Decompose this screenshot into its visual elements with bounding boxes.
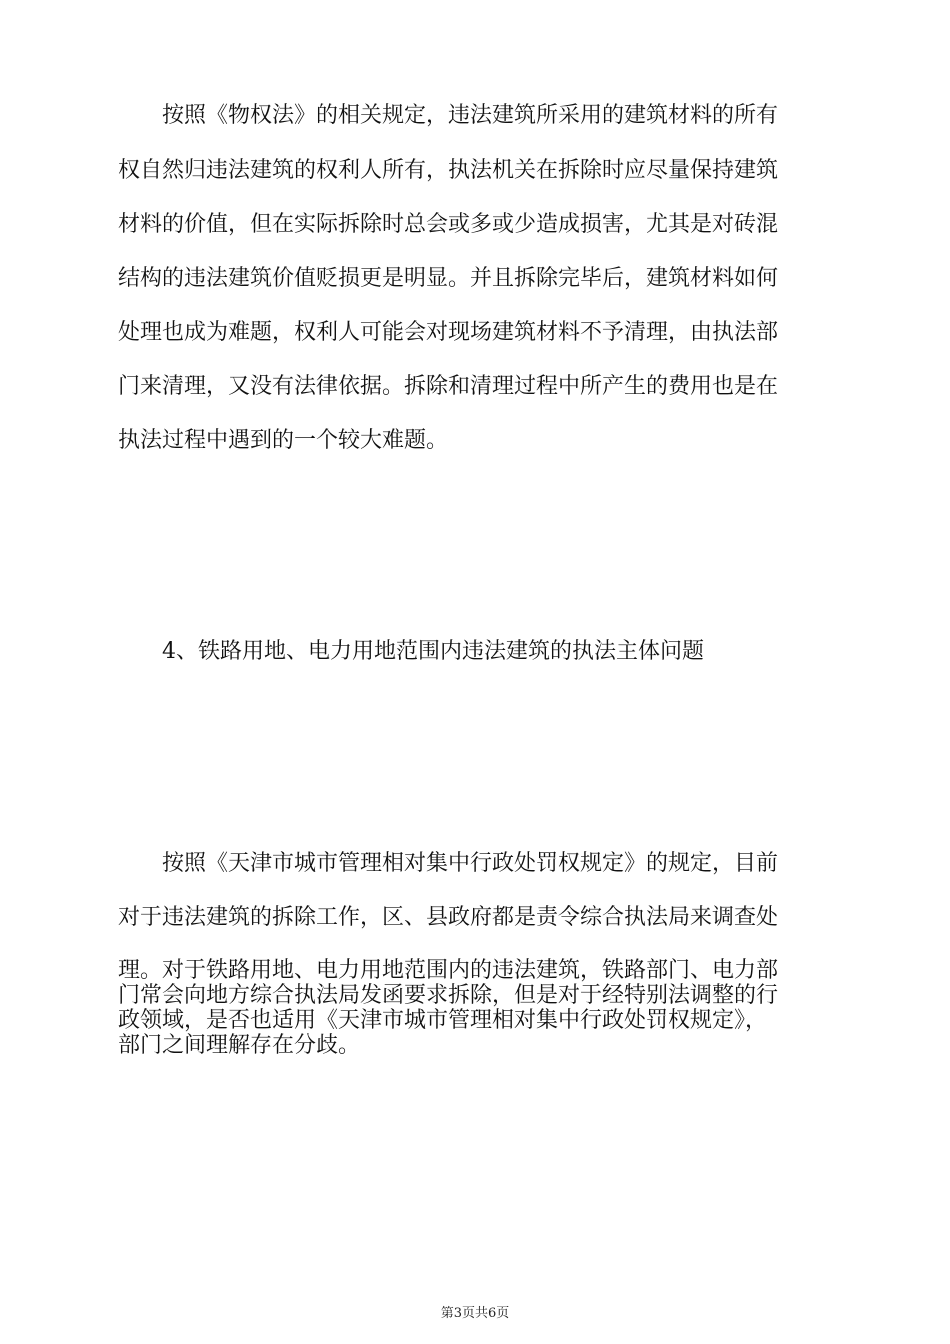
- paragraph-2-line-3: 理。对于铁路用地、电力用地范围内的违法建筑，铁路部门、电力部: [118, 958, 779, 983]
- paragraph-2-line-4: 门常会向地方综合执法局发函要求拆除，但是对于经特别法调整的行: [118, 983, 779, 1008]
- paragraph-2-line-2: 对于违法建筑的拆除工作，区、县政府都是责令综合执法局来调查处: [118, 905, 779, 930]
- paragraph-1-line-4: 结构的违法建筑价值贬损更是明显。并且拆除完毕后，建筑材料如何: [118, 266, 779, 291]
- paragraph-1-line-7: 执法过程中遇到的一个较大难题。: [118, 428, 449, 453]
- paragraph-1-line-5: 处理也成为难题，权利人可能会对现场建筑材料不予清理，由执法部: [118, 320, 779, 345]
- section-heading: 4、铁路用地、电力用地范围内违法建筑的执法主体问题: [118, 639, 704, 664]
- paragraph-2-line-6: 部门之间理解存在分歧。: [118, 1033, 361, 1058]
- paragraph-2-line-5: 政领域，是否也适用《天津市城市管理相对集中行政处罚权规定》，: [118, 1008, 768, 1033]
- paragraph-1-line-2: 权自然归违法建筑的权利人所有，执法机关在拆除时应尽量保持建筑: [118, 158, 779, 183]
- paragraph-1-line-1: 按照《物权法》的相关规定，违法建筑所采用的建筑材料的所有: [118, 103, 779, 128]
- paragraph-2-line-1: 按照《天津市城市管理相对集中行政处罚权规定》的规定，目前: [118, 851, 779, 876]
- paragraph-1-line-6: 门来清理，又没有法律依据。拆除和清理过程中所产生的费用也是在: [118, 374, 779, 399]
- page-number-footer: 第3页共6页: [440, 1306, 510, 1321]
- paragraph-1-line-3: 材料的价值，但在实际拆除时总会或多或少造成损害，尤其是对砖混: [118, 212, 779, 237]
